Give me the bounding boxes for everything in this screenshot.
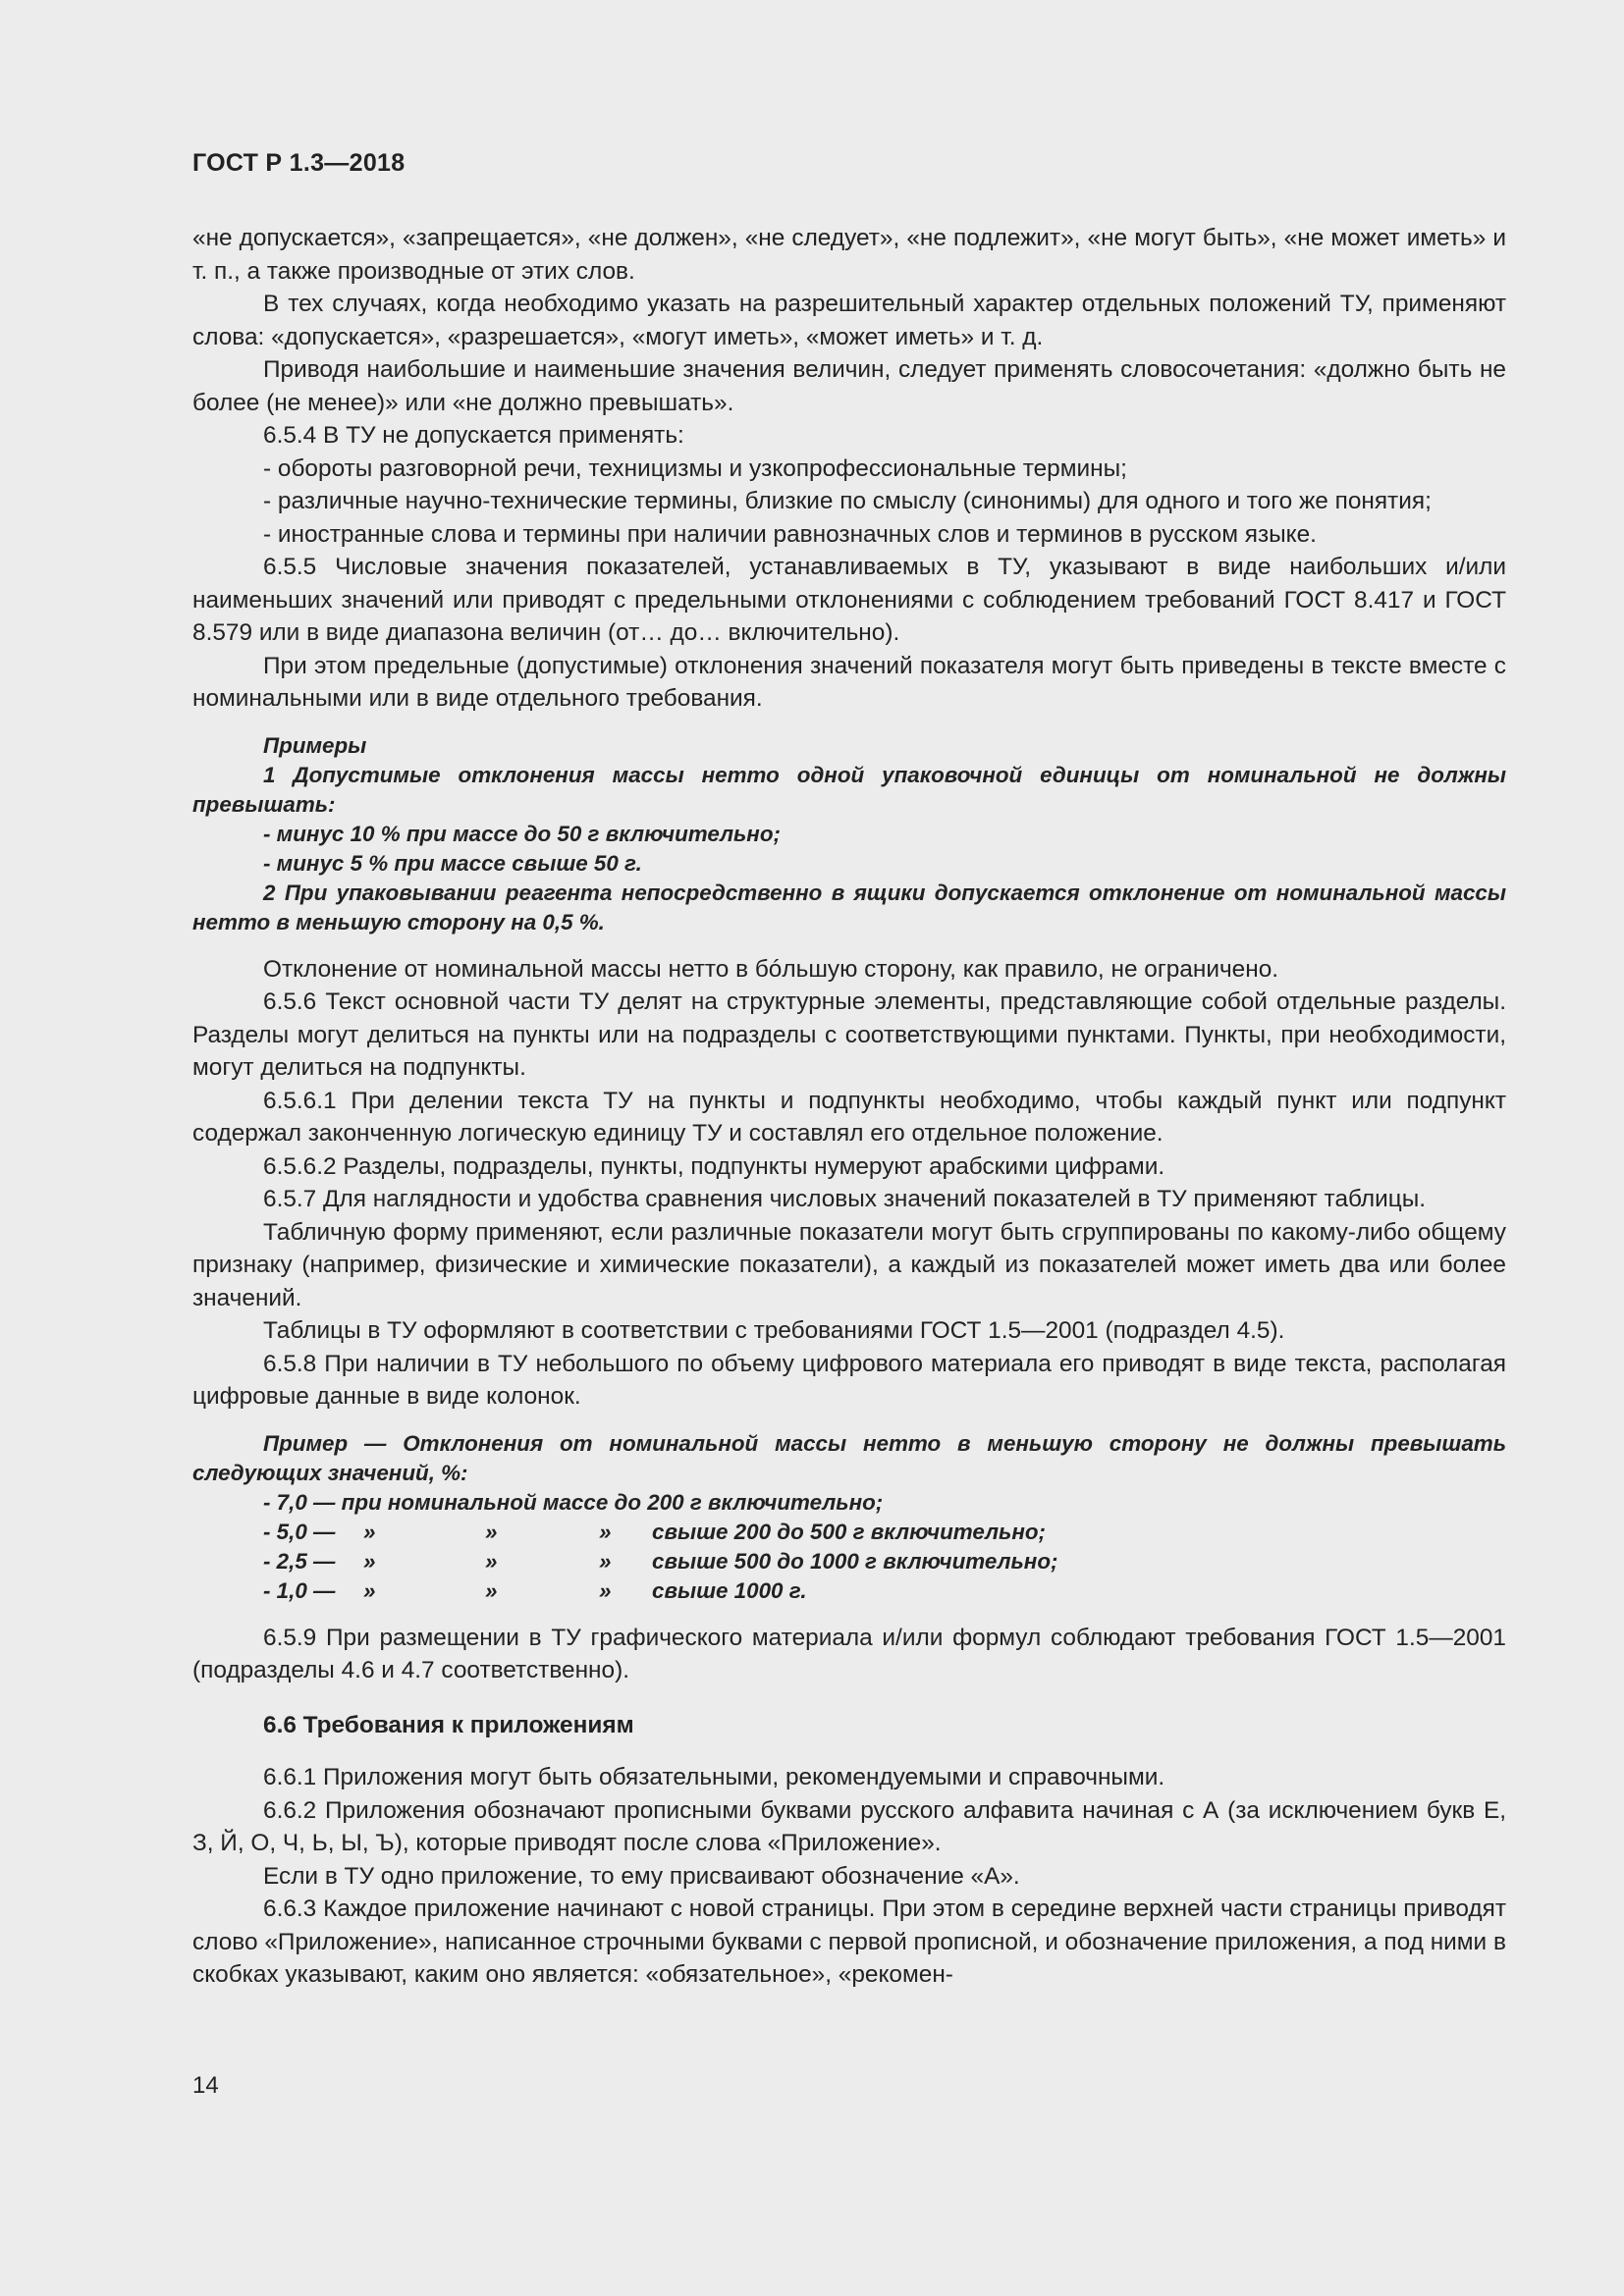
example-item: - минус 10 % при массе до 50 г включительно; [263,821,781,846]
ditto-mark: » [363,1519,376,1544]
ditto-mark: » [599,1548,612,1574]
clause-6-5-6: 6.5.6 Текст основной части ТУ делят на структурные элементы, представляющие собой отдельные разделы. Разделы могут делиться на пункты или на подразделы с соответствующими пунктами. Пункты, при необходимости, могут делиться на подпункты. [192,988,1506,1081]
clause-6-6-1: 6.6.1 Приложения могут быть обязательными, рекомендуемыми и справочными. [263,1764,1165,1790]
ditto-mark: » [485,1577,498,1603]
clause-6-5-5: 6.5.5 Числовые значения показателей, устанавливаемых в ТУ, указывают в виде наибольших и/или наименьших значений или приводят с предельными отклонениями с соблюдением требований ГОСТ 8.417 и ГОСТ 8.579 или в виде диапазона величин (от… до… включительно). [192,554,1506,646]
ditto-mark: » [363,1548,376,1574]
list-item: - иностранные слова и термины при наличии равнозначных слов и терминов в русском языке. [263,520,1317,548]
example-row [192,1547,1506,1576]
examples-heading: Примеры [263,732,367,758]
clause-6-5-8: 6.5.8 При наличии в ТУ небольшого по объему цифрового материала его приводят в виде текста, располагая цифровые данные в виде колонок. [192,1350,1506,1410]
row-value: - 1,0 — [263,1577,336,1603]
example-item: - минус 5 % при массе свыше 50 г. [263,850,642,876]
examples-block [192,731,1506,937]
example-item: 2 При упаковывании реагента непосредственно в ящики допускается отклонение от номинальной массы нетто в меньшую сторону на 0,5 %. [192,880,1506,934]
paragraph: «не допускается», «запрещается», «не должен», «не следует», «не подлежит», «не могут быть», «не может иметь» и т. п., а также производные от этих слов. [192,225,1506,285]
section-heading-6-6: 6.6 Требования к приложениям [263,1711,634,1738]
ditto-mark: » [599,1577,612,1603]
ditto-mark: » [485,1548,498,1574]
row-text: свыше 500 до 1000 г включительно; [652,1548,1058,1574]
page-number: 14 [192,2072,219,2099]
clause-6-5-7: 6.5.7 Для наглядности и удобства сравнения числовых значений показателей в ТУ применяют таблицы. [263,1186,1427,1212]
clause-6-6-3: 6.6.3 Каждое приложение начинают с новой страницы. При этом в середине верхней части страницы приводят слово «Приложение», написанное строчными буквами с первой прописной, и обозначение приложения, а под ними в скобках указывают, каким оно является: «обязательное», «рекомен- [192,1896,1506,1988]
example-item: 1 Допустимые отклонения массы нетто одной упаковочной единицы от номинальной не должны превышать: [192,762,1506,817]
paragraph: Таблицы в ТУ оформляют в соответствии с требованиями ГОСТ 1.5—2001 (подраздел 4.5). [263,1317,1285,1344]
clause-6-5-4: 6.5.4 В ТУ не допускается применять: [263,422,684,449]
row-value: - 2,5 — [263,1548,336,1574]
paragraph: Приводя наибольшие и наименьшие значения величин, следует применять словосочетания: «должно быть не более (не менее)» или «не должно превышать». [192,356,1506,416]
list-item: - обороты разговорной речи, техницизмы и узкопрофессиональные термины; [263,454,1127,482]
paragraph: В тех случаях, когда необходимо указать на разрешительный характер отдельных положений ТУ, применяют слова: «допускается», «разрешается», «могут иметь», «может иметь» и т. д. [192,291,1506,350]
clause-6-6-2: 6.6.2 Приложения обозначают прописными буквами русского алфавита начиная с А (за исключением букв Е, З, Й, О, Ч, Ь, Ы, Ъ), которые приводят после слова «Приложение». [192,1796,1506,1856]
page-body [192,222,1506,1992]
list-item: - различные научно-технические термины, близкие по смыслу (синонимы) для одного и того же понятия; [263,488,1432,514]
paragraph: Отклонение от номинальной массы нетто в бóльшую сторону, как правило, не ограничено. [263,955,1279,983]
ditto-mark: » [485,1519,498,1544]
example-item: - 7,0 — при номинальной массе до 200 г включительно; [263,1489,884,1515]
example-row [192,1576,1506,1606]
row-value: - 5,0 — [263,1519,336,1544]
example-intro: Пример — Отклонения от номинальной массы нетто в меньшую сторону не должны превышать следующих значений, %: [192,1430,1506,1485]
paragraph: Если в ТУ одно приложение, то ему присваивают обозначение «А». [263,1862,1020,1890]
ditto-mark: » [599,1519,612,1544]
row-text: свыше 200 до 500 г включительно; [652,1519,1047,1544]
clause-6-5-9: 6.5.9 При размещении в ТУ графического материала и/или формул соблюдают требования ГОСТ 1.5—2001 (подразделы 4.6 и 4.7 соответственно). [192,1624,1506,1683]
paragraph: Табличную форму применяют, если различные показатели могут быть сгруппированы по какому-либо общему признаку (например, физические и химические показатели), а каждый из показателей может иметь два или более значений. [192,1218,1506,1311]
example-row [192,1518,1506,1547]
row-text: свыше 1000 г. [652,1577,807,1603]
paragraph: При этом предельные (допустимые) отклонения значений показателя могут быть приведены в тексте вместе с номинальными или в виде отдельного требования. [192,652,1506,712]
clause-6-5-6-2: 6.5.6.2 Разделы, подразделы, пункты, подпункты нумеруют арабскими цифрами. [263,1152,1165,1180]
page-header-title: ГОСТ Р 1.3—2018 [192,149,406,177]
example-block [192,1429,1506,1606]
clause-6-5-6-1: 6.5.6.1 При делении текста ТУ на пункты и подпункты необходимо, чтобы каждый пункт или подпункт содержал законченную логическую единицу ТУ и составлял его отдельное положение. [192,1087,1506,1147]
ditto-mark: » [363,1577,376,1603]
